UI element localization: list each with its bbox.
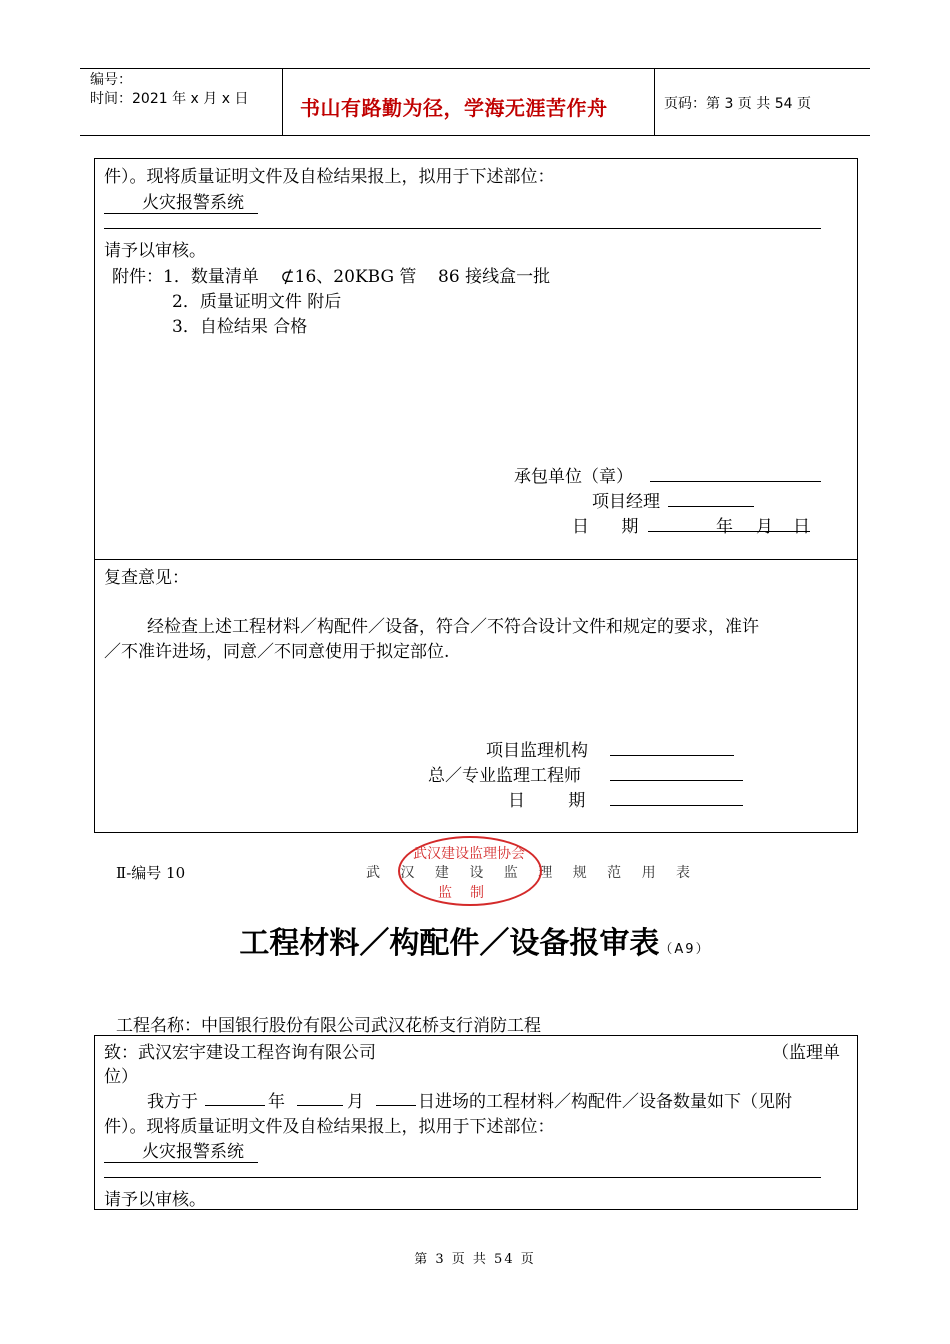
form1-month: 月 xyxy=(756,517,773,537)
form2-issuer: 武 汉 建 设 监 理 规 范 用 表 xyxy=(366,865,699,881)
form1-box xyxy=(94,158,858,560)
form2-title xyxy=(0,918,950,962)
review-text-1: 经检查上述工程材料／构配件／设备，符合／不符合设计文件和规定的要求，准许 xyxy=(147,617,759,637)
project-name: 工程名称：中国银行股份有限公司武汉花桥支行消防工程 xyxy=(116,1016,541,1036)
header-divider xyxy=(282,68,283,136)
form2-submit-line: 件）。现将质量证明文件及自检结果报上，拟用于下述部位： xyxy=(104,1117,555,1137)
form2-intro-year: 年 xyxy=(268,1092,285,1112)
review-org-label: 项目监理机构 xyxy=(486,741,588,761)
review-box xyxy=(94,558,858,833)
header-top-rule xyxy=(80,68,870,69)
form1-attach-3: 3．自检结果 合格 xyxy=(172,317,308,337)
form1-location: 火灾报警系统 xyxy=(104,188,258,214)
review-engineer-label: 总／专业监理工程师 xyxy=(428,766,581,786)
form2-year-blank xyxy=(205,1105,265,1106)
form1-day: 日 xyxy=(793,517,810,537)
form2-intro-a: 我方于 xyxy=(147,1092,198,1112)
review-date-line xyxy=(610,805,743,806)
pm-line xyxy=(668,506,754,507)
header-motto: 书山有路勤为径，学海无涯苦作舟 xyxy=(300,96,608,120)
form2-intro-rest: 日进场的工程材料／构配件／设备数量如下（见附 xyxy=(418,1092,792,1112)
review-date-label: 日 期 xyxy=(508,791,586,811)
review-engineer-line xyxy=(610,780,743,781)
form2-blank-line xyxy=(104,1177,821,1178)
form2-month-blank xyxy=(297,1105,343,1106)
form1-blank-line xyxy=(104,228,821,229)
form1-attach-2: 2．质量证明文件 附后 xyxy=(172,292,342,312)
form1-year: 年 xyxy=(716,517,733,537)
form1-attach-1: 附件：1．数量清单 ⊄16、20KBG 管 86 接线盒一批 xyxy=(112,267,551,287)
pm-label: 项目经理 xyxy=(592,492,660,512)
stamp-bottom-text: 监制 xyxy=(438,885,502,901)
form2-supervisor-suffix-2: 位） xyxy=(104,1067,138,1087)
form2-title-text: 工程材料／构配件／设备报审表 xyxy=(239,926,660,961)
form1-date-label: 日 期 xyxy=(572,517,639,537)
header-divider xyxy=(654,68,655,136)
contractor-line xyxy=(650,481,821,482)
form2-supervisor-suffix: （监理单 xyxy=(772,1043,840,1063)
page-footer: 第 3 页 共 54 页 xyxy=(414,1252,536,1267)
form1-submit-line: 件）。现将质量证明文件及自检结果报上，拟用于下述部位： xyxy=(104,167,555,187)
form2-title-code: （A9） xyxy=(659,942,711,957)
contractor-label: 承包单位（章） xyxy=(514,467,633,487)
form2-location: 火灾报警系统 xyxy=(104,1137,258,1163)
form2-to-line: 致：武汉宏宇建设工程咨询有限公司 xyxy=(104,1043,376,1063)
form1-request: 请予以审核。 xyxy=(104,241,206,261)
form2-request: 请予以审核。 xyxy=(104,1190,206,1210)
header-page-label: 页码：第 3 页 共 54 页 xyxy=(664,96,811,112)
stamp-top-text: 武汉建设监理协会 xyxy=(413,846,525,862)
review-org-line xyxy=(610,755,734,756)
form2-number: Ⅱ-编号 10 xyxy=(116,864,186,882)
review-text-2: ／不准许进场，同意／不同意使用于拟定部位. xyxy=(104,642,450,662)
header-bottom-rule xyxy=(80,135,870,136)
review-heading: 复查意见： xyxy=(104,568,189,588)
doc-time-label: 时间：2021 年 x 月 x 日 xyxy=(90,91,249,107)
header-meta xyxy=(90,71,248,109)
doc-number-label: 编号： xyxy=(90,72,132,88)
form2-intro-month: 月 xyxy=(347,1092,364,1112)
form2-day-blank xyxy=(376,1105,416,1106)
